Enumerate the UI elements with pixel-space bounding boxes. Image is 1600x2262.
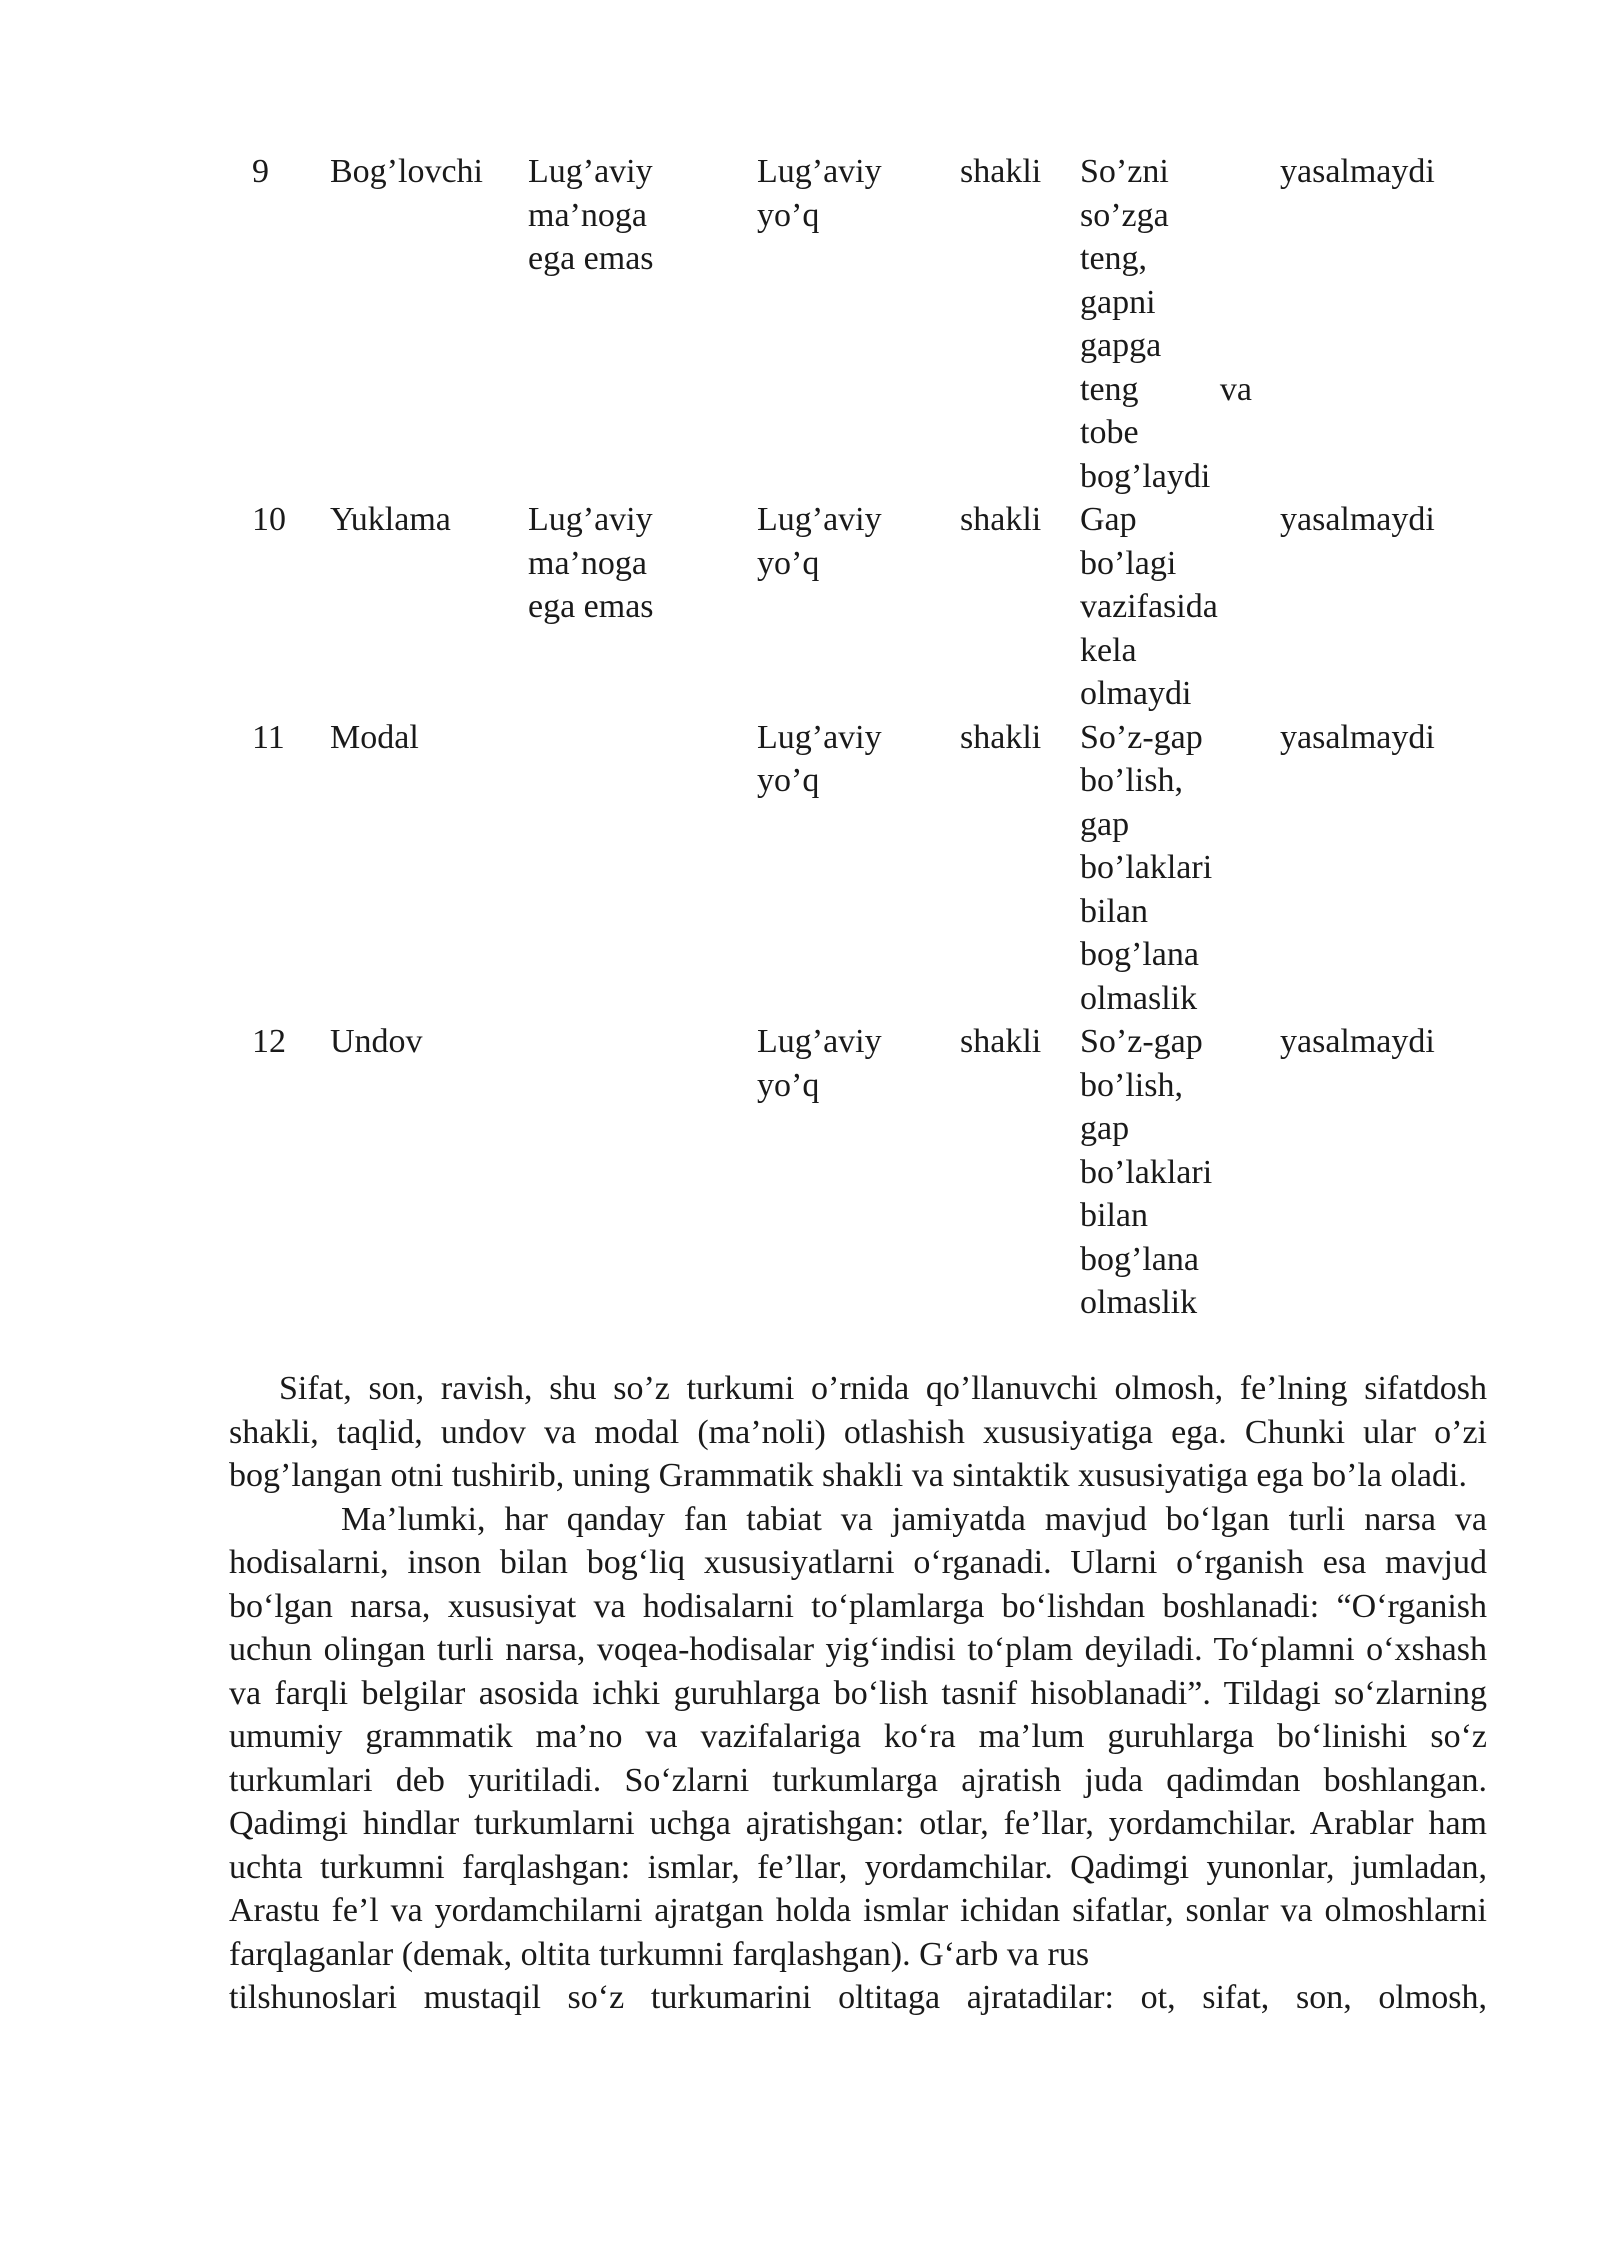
word-class-table — [252, 150, 1500, 1325]
syntactic-function-cell — [1080, 498, 1280, 716]
cell-line: yo’q — [757, 1066, 820, 1104]
cell-line: bo’lish, — [1080, 1066, 1183, 1104]
cell-line: Lug’aviy — [757, 718, 882, 756]
table-row — [252, 1020, 1500, 1325]
lexical-meaning-cell — [528, 498, 757, 716]
lexical-meaning-cell — [528, 150, 757, 498]
lexical-form-cell — [757, 150, 960, 498]
derivation-cell: yasalmaydi — [1280, 153, 1435, 190]
lexical-meaning-cell — [528, 716, 757, 1021]
cell-line: Lug’aviy — [528, 501, 653, 538]
form-cell: shakli — [960, 718, 1042, 756]
table-row — [252, 150, 1500, 498]
word-class-name: Yuklama — [330, 501, 451, 538]
cell-line: bog’lana — [1080, 936, 1199, 973]
form-cell: shakli — [960, 1023, 1042, 1060]
cell-line: gap — [1080, 1110, 1130, 1147]
cell-line: So’z-gap — [1080, 718, 1203, 756]
lexical-form-cell — [757, 1020, 960, 1325]
cell-line: bo’laklari — [1080, 849, 1213, 886]
table-row — [252, 498, 1500, 716]
form-cell: shakli — [960, 153, 1042, 190]
body-text — [229, 1367, 1487, 2020]
cell-line: Lug’aviy — [528, 153, 653, 190]
cell-line: bog’lana — [1080, 1240, 1199, 1278]
cell-line: yo’q — [757, 762, 820, 799]
cell-line: ega emas — [528, 240, 654, 277]
syntactic-function-cell — [1080, 716, 1280, 1021]
cell-line: bog’laydi — [1080, 457, 1211, 495]
derivation-cell: yasalmaydi — [1280, 501, 1435, 538]
cell-line: bo’lish, — [1080, 762, 1183, 799]
lexical-form-cell — [757, 716, 960, 1021]
cell-line: gapga — [1080, 327, 1162, 364]
cell-line: Lug’aviy — [757, 501, 882, 538]
syntactic-function-cell — [1080, 150, 1280, 498]
lexical-meaning-cell — [528, 1020, 757, 1325]
cell-line: bo’lagi — [1080, 544, 1177, 582]
derivation-cell: yasalmaydi — [1280, 718, 1435, 756]
cell-line: olmaydi — [1080, 675, 1192, 712]
syntactic-function-cell — [1080, 1020, 1280, 1325]
cell-line: bilan — [1080, 892, 1148, 930]
row-number: 12 — [252, 1023, 286, 1060]
cell-line: ma’noga — [528, 196, 647, 234]
cell-line: Gap — [1080, 501, 1137, 538]
row-number: 11 — [252, 718, 285, 756]
word-class-name: Bog’lovchi — [330, 153, 483, 190]
cell-line: olmaslik — [1080, 1284, 1198, 1321]
form-cell: shakli — [960, 501, 1042, 538]
cell-line: bilan — [1080, 1197, 1148, 1234]
cell-line: olmaslik — [1080, 979, 1198, 1017]
cell-line: teng, — [1080, 240, 1148, 277]
cell-line: ega emas — [528, 588, 654, 625]
row-number: 9 — [252, 153, 269, 190]
paragraph-last-line: tilshunoslari mustaqil so‘z turkumarini oltitaga ajratadilar: ot, sifat, son, olmosh, — [229, 1979, 1487, 2016]
cell-line: tobe — [1080, 414, 1139, 451]
cell-line: kela — [1080, 631, 1137, 669]
lexical-form-cell — [757, 498, 960, 716]
cell-line: So’zni — [1080, 153, 1169, 190]
cell-line: bo’laklari — [1080, 1153, 1213, 1191]
row-number: 10 — [252, 501, 286, 538]
word-class-table-body — [252, 150, 1500, 1325]
word-class-name: Undov — [330, 1023, 423, 1060]
word-class-name: Modal — [330, 718, 419, 756]
paragraph: Ma’lumki, har qanday fan tabiat va jamiyatda mavjud bo‘lgan turli narsa va hodisalarni, inson bilan bog‘liq xususiyatlarni o‘rganadi. Ularni o‘rganish esa mavjud bo‘lgan narsa, xususiyat va hodisalarni to‘plamlarga bo‘lishdan boshlanadi: “O‘rganish uchun olingan turli narsa, voqea-hodisalar yig‘indisi to‘plam deyiladi. To‘plamni o‘xshash va farqli belgilar asosida ichki guruhlarga bo‘lish tasnif hisoblanadi”. Tildagi so‘zlarning umumiy grammatik ma’no va vazifalariga ko‘ra ma’lum guruhlarga bo‘linishi so‘z turkumlari deb yuritiladi. So‘zlarni turkumlarga ajratish juda qadimdan boshlangan. Qadimgi hindlar turkumlarni uchga ajratishgan: otlar, fe’llar, yordamchilar. Arablar ham uchta turkumni farqlashgan: ismlar, fe’llar, yordamchilar. Qadimgi yunonlar, jumladan, Arastu fe’l va yordamchilarni ajratgan holda ismlar ichidan sifatlar, sonlar va olmoshlarni farqlaganlar (demak, oltita turkumni farqlashgan). G‘arb va rus — [229, 1500, 1487, 1973]
derivation-cell: yasalmaydi — [1280, 1023, 1435, 1060]
cell-line: ma’noga — [528, 544, 647, 582]
cell-line: vazifasida — [1080, 588, 1218, 625]
cell-line — [1080, 368, 1252, 412]
cell-line: So’z-gap — [1080, 1023, 1203, 1060]
paragraph: Sifat, son, ravish, shu so’z turkumi o’rnida qo’llanuvchi olmosh, fe’lning sifatdosh shakli, taqlid, undov va modal (ma’noli) otlashish xususiyatiga ega. Chunki ular o’zi bog’langan otni tushirib, uning Grammatik shakli va sintaktik xususiyatiga ega bo’la oladi. — [229, 1370, 1487, 1494]
cell-line: yo’q — [757, 196, 820, 234]
cell-line: gapni — [1080, 283, 1156, 321]
cell-word: va — [1219, 370, 1252, 408]
cell-line: yo’q — [757, 544, 820, 582]
cell-line: Lug’aviy — [757, 1023, 882, 1060]
cell-line: so’zga — [1080, 196, 1169, 234]
cell-word: teng — [1080, 370, 1139, 408]
cell-line: gap — [1080, 805, 1130, 843]
table-row — [252, 716, 1500, 1021]
cell-line: Lug’aviy — [757, 153, 882, 190]
